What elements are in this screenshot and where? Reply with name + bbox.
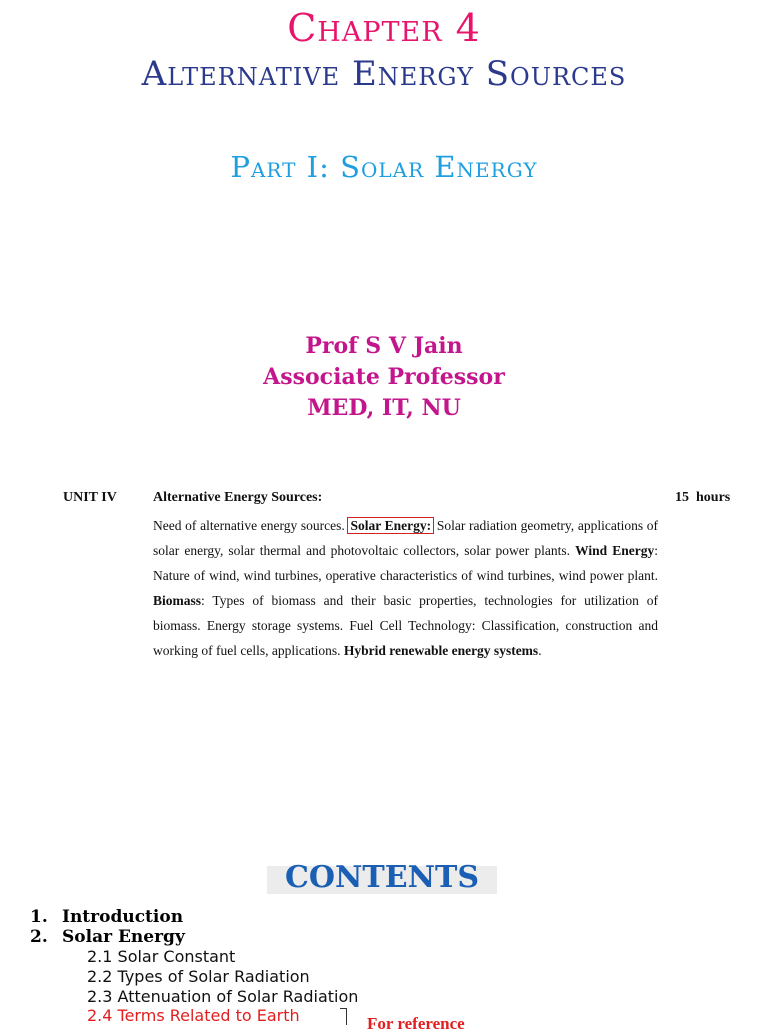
toc-item-number: 2. [30,927,48,947]
chapter-number: Chapter 4 [287,6,481,50]
syllabus-text: : Nature of wind, wind turbines, operative characteristics of wind turbines, wind power plant. [153,543,658,583]
contents-heading: CONTENTS [284,860,480,895]
syllabus-hours: 15 hours [675,490,731,505]
syllabus-unit: UNIT IV [63,490,117,505]
toc-subitem-types-of-solar-radiation[interactable]: 2.2 Types of Solar Radiation [87,967,310,986]
toc-subitem-attenuation[interactable]: 2.3 Attenuation of Solar Radiation [87,987,359,1006]
reference-note: For reference [367,1014,465,1033]
chapter-title: Alternative Energy Sources [141,54,627,94]
reference-bracket [340,1008,347,1025]
syllabus-text: : Types of biomass and their basic properties, technologies for utilization of biomass. Energy storage systems. Fuel Cell Technology: Classification, construction and working of fuel cells, applications. [153,593,658,658]
wind-energy-term: Wind Energy [575,543,655,558]
solar-energy-highlight: Solar Energy: [350,518,432,533]
toc-item-number: 1. [30,907,48,927]
author-affiliation: MED, IT, NU [307,395,461,421]
hybrid-term: Hybrid renewable energy systems [343,643,539,658]
toc-subitem-solar-constant[interactable]: 2.1 Solar Constant [87,947,236,966]
syllabus-text: . [538,643,542,658]
toc-subitem-terms-related-to-earth[interactable]: 2.4 Terms Related to Earth [87,1006,300,1025]
syllabus-heading: Alternative Energy Sources: [153,490,323,505]
syllabus-text: Solar radiation geometry, applications of solar energy, solar thermal and photovoltaic collectors, solar power plants. [153,518,659,558]
part-title: Part I: Solar Energy [230,150,538,184]
toc-item-solar-energy[interactable] [30,927,185,947]
toc-item-label: Solar Energy [62,927,185,947]
toc-item-label: Introduction [62,907,184,927]
toc-item-introduction[interactable] [30,907,183,927]
author-name: Prof S V Jain [305,333,463,359]
syllabus-text: Need of alternative energy sources. [153,518,349,533]
author-position: Associate Professor [263,364,505,390]
biomass-term: Biomass [153,593,202,608]
syllabus-description [153,513,658,663]
